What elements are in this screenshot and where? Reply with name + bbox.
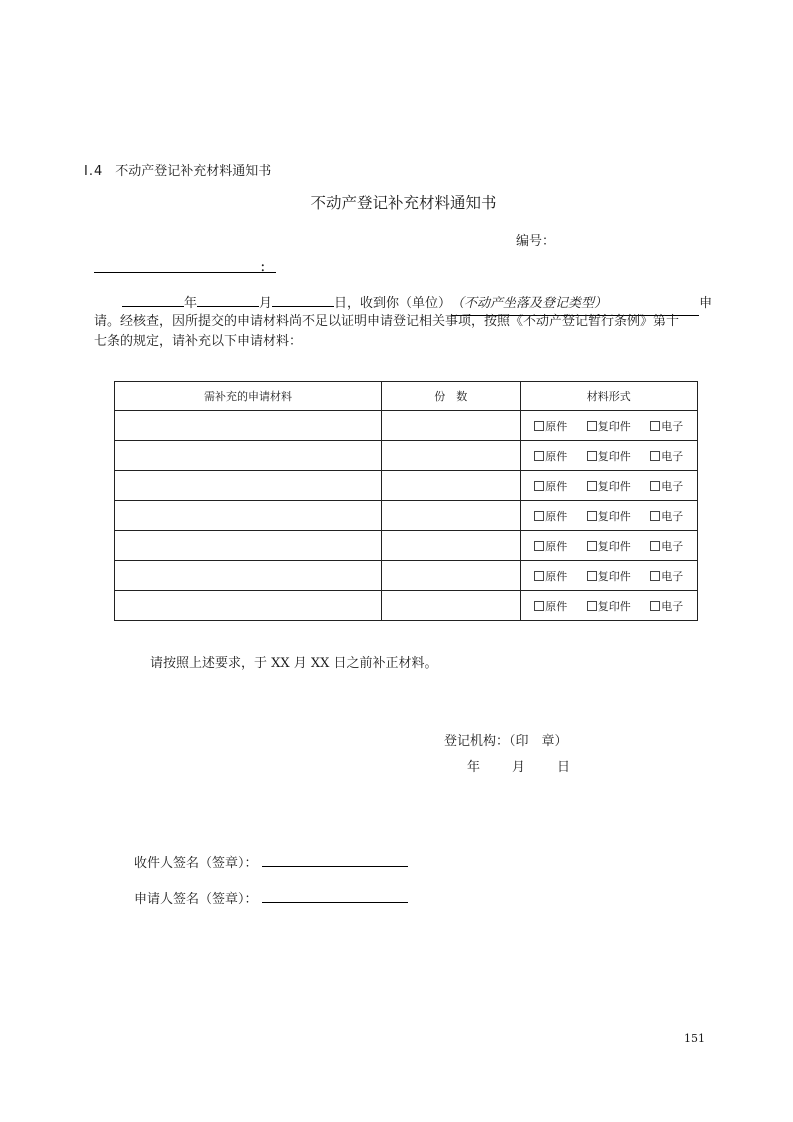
form-option-label: 原件 <box>545 539 568 553</box>
form-cell <box>520 441 697 471</box>
form-option-checkbox[interactable] <box>587 568 631 584</box>
form-option-checkbox[interactable] <box>587 448 631 464</box>
checkbox-icon <box>650 601 660 611</box>
checkbox-icon <box>534 481 544 491</box>
form-option-label: 电子 <box>661 599 684 613</box>
form-option-label: 复印件 <box>597 449 631 463</box>
recipient-blank[interactable] <box>94 271 276 273</box>
checkbox-icon <box>587 571 597 581</box>
checkbox-icon <box>587 511 597 521</box>
form-option-label: 电子 <box>661 539 684 553</box>
section-number: I.4 <box>84 164 104 179</box>
form-option-checkbox[interactable] <box>650 538 683 554</box>
header-form: 材料形式 <box>520 382 697 411</box>
checkbox-icon <box>650 571 660 581</box>
form-option-label: 原件 <box>545 479 568 493</box>
table-row <box>115 411 698 441</box>
form-option-label: 电子 <box>661 479 684 493</box>
recipient-colon: ： <box>260 260 273 274</box>
form-cell <box>520 531 697 561</box>
copies-cell[interactable] <box>381 531 520 561</box>
form-option-checkbox[interactable] <box>650 568 683 584</box>
checkbox-icon <box>587 451 597 461</box>
form-option-checkbox[interactable] <box>534 418 567 434</box>
form-option-checkbox[interactable] <box>650 478 683 494</box>
form-cell <box>520 561 697 591</box>
checkbox-icon <box>650 481 660 491</box>
form-option-checkbox[interactable] <box>534 478 567 494</box>
table-row <box>115 561 698 591</box>
checkbox-icon <box>534 511 544 521</box>
form-option-checkbox[interactable] <box>534 448 567 464</box>
form-option-checkbox[interactable] <box>587 418 631 434</box>
form-option-checkbox[interactable] <box>534 568 567 584</box>
checkbox-icon <box>534 421 544 431</box>
table-row <box>115 441 698 471</box>
property-placeholder-text: （不动产坐落及登记类型） <box>451 296 608 311</box>
receiver-signature-field[interactable] <box>262 852 408 867</box>
header-copies: 份 数 <box>381 382 520 411</box>
registration-authority-seal: 登记机构：（印 章） <box>444 734 568 749</box>
form-option-label: 复印件 <box>597 569 631 583</box>
checkbox-icon <box>587 481 597 491</box>
material-cell[interactable] <box>115 411 382 441</box>
form-cell <box>520 591 697 621</box>
header-materials: 需补充的申请材料 <box>115 382 382 411</box>
date-day: 日 <box>557 760 571 775</box>
checkbox-icon <box>534 451 544 461</box>
form-cell <box>520 501 697 531</box>
date-month: 月 <box>512 760 526 775</box>
table-row <box>115 501 698 531</box>
form-option-label: 电子 <box>661 419 684 433</box>
applicant-signature-label: 申请人签名（签章）： <box>134 892 258 907</box>
body-line-3: 七条的规定，请补充以下申请材料： <box>94 334 303 349</box>
deadline-text: 请按照上述要求，于 XX 月 XX 日之前补正材料。 <box>150 656 438 671</box>
copies-cell[interactable] <box>381 411 520 441</box>
form-option-label: 复印件 <box>597 599 631 613</box>
copies-cell[interactable] <box>381 591 520 621</box>
material-cell[interactable] <box>115 501 382 531</box>
form-option-checkbox[interactable] <box>650 598 683 614</box>
materials-table <box>114 381 698 621</box>
form-option-label: 复印件 <box>597 479 631 493</box>
material-cell[interactable] <box>115 531 382 561</box>
checkbox-icon <box>650 421 660 431</box>
form-option-checkbox[interactable] <box>587 598 631 614</box>
month-label: 月 <box>259 296 273 311</box>
form-option-label: 原件 <box>545 419 568 433</box>
applicant-signature-field[interactable] <box>262 888 408 903</box>
copies-cell[interactable] <box>381 471 520 501</box>
year-label: 年 <box>184 296 198 311</box>
day-blank[interactable] <box>272 292 334 307</box>
form-option-label: 原件 <box>545 569 568 583</box>
form-option-checkbox[interactable] <box>534 508 567 524</box>
form-option-label: 复印件 <box>597 419 631 433</box>
material-cell[interactable] <box>115 561 382 591</box>
form-option-checkbox[interactable] <box>650 448 683 464</box>
form-option-label: 电子 <box>661 509 684 523</box>
checkbox-icon <box>650 541 660 551</box>
document-title: 不动产登记补充材料通知书 <box>310 194 497 212</box>
material-cell[interactable] <box>115 441 382 471</box>
year-blank[interactable] <box>122 292 184 307</box>
form-option-label: 原件 <box>545 599 568 613</box>
apply-char: 申 <box>699 296 713 311</box>
received-text: 日，收到你（单位） <box>334 296 452 311</box>
page-number: 151 <box>684 1032 705 1045</box>
form-option-checkbox[interactable] <box>650 508 683 524</box>
material-cell[interactable] <box>115 471 382 501</box>
document-number-label: 编号： <box>516 234 556 249</box>
material-cell[interactable] <box>115 591 382 621</box>
checkbox-icon <box>587 601 597 611</box>
form-cell <box>520 411 697 441</box>
form-option-label: 电子 <box>661 449 684 463</box>
checkbox-icon <box>534 571 544 581</box>
copies-cell[interactable] <box>381 561 520 591</box>
checkbox-icon <box>587 541 597 551</box>
section-heading <box>84 160 271 179</box>
receiver-signature-label: 收件人签名（签章）： <box>134 856 258 871</box>
form-option-checkbox[interactable] <box>587 538 631 554</box>
body-line-2: 请。经核查，因所提交的申请材料尚不足以证明申请登记相关事项，按照《不动产登记暂行条例》第十 <box>94 314 680 329</box>
table-header-row <box>115 382 698 411</box>
section-title: 不动产登记补充材料通知书 <box>115 164 272 179</box>
form-cell <box>520 471 697 501</box>
form-option-checkbox[interactable] <box>534 538 567 554</box>
form-option-label: 复印件 <box>597 539 631 553</box>
table-row <box>115 531 698 561</box>
applicant-signature <box>134 888 408 907</box>
table-row <box>115 471 698 501</box>
month-blank[interactable] <box>197 292 259 307</box>
form-option-checkbox[interactable] <box>587 478 631 494</box>
form-option-checkbox[interactable] <box>650 418 683 434</box>
form-option-label: 复印件 <box>597 509 631 523</box>
checkbox-icon <box>650 511 660 521</box>
copies-cell[interactable] <box>381 501 520 531</box>
form-option-label: 原件 <box>545 449 568 463</box>
receiver-signature <box>134 852 408 871</box>
date-year: 年 <box>467 760 481 775</box>
checkbox-icon <box>650 451 660 461</box>
copies-cell[interactable] <box>381 441 520 471</box>
form-option-checkbox[interactable] <box>534 598 567 614</box>
date-row <box>467 756 570 775</box>
form-option-checkbox[interactable] <box>587 508 631 524</box>
checkbox-icon <box>534 541 544 551</box>
form-option-label: 原件 <box>545 509 568 523</box>
table-row <box>115 591 698 621</box>
checkbox-icon <box>534 601 544 611</box>
checkbox-icon <box>587 421 597 431</box>
form-option-label: 电子 <box>661 569 684 583</box>
